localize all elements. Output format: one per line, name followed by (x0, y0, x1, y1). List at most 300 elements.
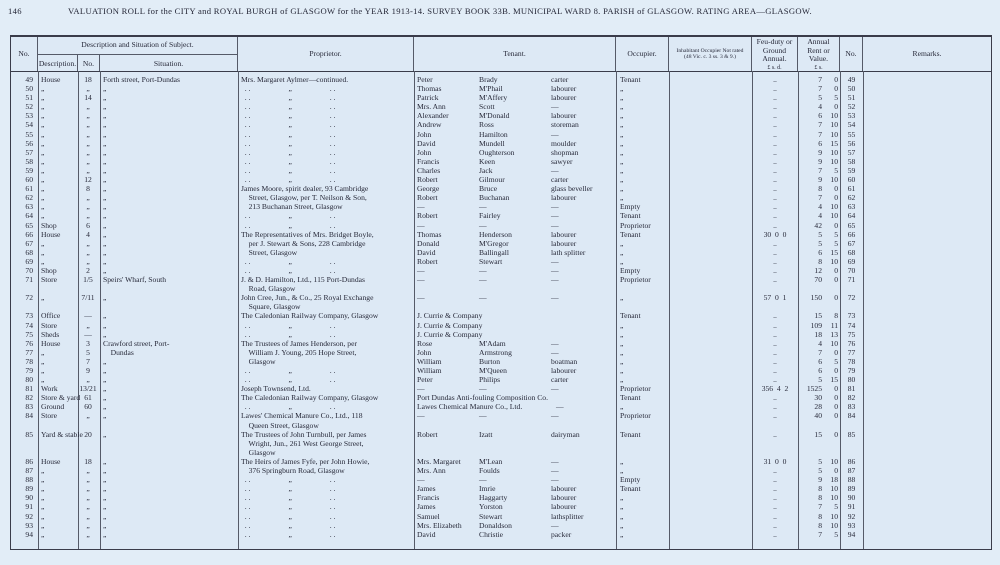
tenant-first-name: John (417, 129, 432, 139)
tenant-first-name: Mrs. Ann (417, 102, 446, 112)
tenant-surname: M'Gregor (479, 238, 509, 248)
tenant-first-name: James (417, 484, 436, 494)
rent-shillings: 5 (834, 502, 838, 512)
tenant-name: J. Currie & Company (417, 329, 483, 339)
row-number-right: 90 (847, 493, 856, 503)
table-row (11, 166, 991, 175)
table-row (11, 257, 991, 266)
table-row (11, 211, 991, 220)
house-number: „ (86, 484, 90, 494)
feu-duty: .. (773, 475, 777, 485)
rent-pounds: 150 (810, 293, 822, 303)
tenant-occupation: labourer (551, 229, 577, 239)
tenant-first-name: David (417, 138, 436, 148)
row-number: 76 (25, 338, 33, 348)
rent-pounds: 7 (818, 529, 822, 539)
tenant-first-name: — (417, 411, 425, 421)
row-number: 70 (25, 265, 33, 275)
situation: „ (103, 293, 107, 303)
row-number: 63 (25, 202, 33, 212)
tenant-first-name: Francis (417, 156, 440, 166)
house-number: 18 (84, 456, 92, 466)
tenant-surname: Philips (479, 375, 501, 385)
feu-duty: .. (773, 156, 777, 166)
description: „ (41, 375, 45, 385)
feu-duty: .. (773, 411, 777, 421)
description: House (41, 456, 61, 466)
situation: „ (103, 265, 107, 275)
row-number-right: 85 (847, 429, 856, 439)
tenant-surname: Brady (479, 75, 498, 84)
row-number-right: 83 (847, 402, 856, 412)
tenant-first-name: — (417, 293, 425, 303)
row-number: 93 (25, 520, 33, 530)
tenant-occupation: labourer (551, 84, 577, 94)
rent-shillings: 0 (834, 265, 838, 275)
tenant-occupation: glass beveller (551, 184, 593, 194)
row-number-right: 52 (847, 102, 856, 112)
tenant-first-name: Mrs. Margaret (417, 456, 461, 466)
tenant-first-name: Robert (417, 256, 438, 266)
row-number-right: 94 (847, 529, 856, 539)
table-row (11, 157, 991, 166)
situation: „ (103, 356, 107, 366)
tenant-first-name: — (417, 275, 425, 285)
tenant-first-name: Peter (417, 75, 433, 84)
tenant-occupation: carter (551, 175, 569, 185)
description: „ (41, 256, 45, 266)
occupier: „ (620, 347, 624, 357)
house-number: 9 (86, 366, 90, 375)
row-number-right: 74 (847, 320, 856, 330)
row-number: 49 (25, 75, 33, 84)
feu-duty: .. (773, 511, 777, 521)
tenant-occupation: — (551, 411, 559, 421)
situation: „ (103, 229, 107, 239)
house-number: „ (86, 493, 90, 503)
col-desc-group: Description and Situation of Subject. (38, 37, 238, 54)
feu-duty: .. (773, 202, 777, 212)
tenant-first-name: James (417, 502, 436, 512)
occupier: „ (620, 156, 624, 166)
tenant-occupation: labourer (551, 93, 577, 103)
description: Office (41, 311, 61, 321)
row-number: 54 (25, 120, 33, 130)
proprietor: . . „ . . (241, 320, 336, 330)
rent-pounds: 5 (818, 456, 822, 466)
table-row (11, 184, 991, 193)
feu-duty: .. (773, 329, 777, 339)
row-number-right: 59 (847, 165, 856, 175)
occupier: „ (620, 165, 624, 175)
tenant-surname: Stewart (479, 511, 503, 521)
occupier: „ (620, 375, 624, 385)
house-number: „ (86, 111, 90, 121)
rent-shillings: 10 (830, 175, 838, 185)
row-number-right: 55 (847, 129, 856, 139)
rent-pounds: 8 (818, 184, 822, 194)
row-number-right: 70 (847, 265, 856, 275)
description: House (41, 75, 61, 84)
row-number: 92 (25, 511, 33, 521)
situation: „ (103, 484, 107, 494)
tenant-surname: Stewart (479, 256, 503, 266)
feu-duty: .. (773, 502, 777, 512)
tenant-first-name: Francis (417, 493, 440, 503)
row-number: 75 (25, 329, 33, 339)
row-number: 65 (25, 220, 33, 230)
situation: Dundas (103, 347, 134, 357)
rent-shillings: 0 (834, 393, 838, 403)
proprietor: Mrs. Margaret Aylmer—continued. (241, 75, 349, 84)
feu-duty: .. (773, 493, 777, 503)
table-row (11, 475, 991, 484)
tenant-occupation: — (551, 466, 559, 476)
proprietor: . . „ . . (241, 375, 336, 385)
table-row (11, 230, 991, 239)
col-rent-label: Annual Rent or Value. (807, 37, 830, 64)
occupier: Proprietor (620, 220, 651, 230)
tenant-surname: Donaldson (479, 520, 512, 530)
rent-shillings: 10 (830, 256, 838, 266)
feu-duty: .. (773, 529, 777, 539)
rent-shillings: 0 (834, 384, 838, 394)
description: „ (41, 356, 45, 366)
table-row (11, 239, 991, 248)
tenant-surname: M'Phail (479, 84, 503, 94)
rent-shillings: 10 (830, 156, 838, 166)
row-number: 86 (25, 456, 33, 466)
proprietor: . . „ . . (241, 265, 336, 275)
situation: „ (103, 102, 107, 112)
occupier: „ (620, 456, 624, 466)
row-number-right: 60 (847, 175, 856, 185)
tenant-first-name: Mrs. Ann (417, 466, 446, 476)
feu-duty: .. (773, 165, 777, 175)
description: Store (41, 320, 58, 330)
tenant-surname: Jack (479, 165, 493, 175)
occupier: „ (620, 129, 624, 139)
row-number-right: 80 (847, 375, 856, 385)
tenant-occupation: — (551, 165, 559, 175)
description: „ (41, 211, 45, 221)
proprietor: . . „ . . (241, 211, 336, 221)
rent-shillings: 13 (830, 329, 838, 339)
tenant-surname: M'Lean (479, 456, 503, 466)
description: Store (41, 411, 58, 421)
tenant-surname: Scott (479, 102, 495, 112)
house-number: 5 (86, 347, 90, 357)
row-number-right: 88 (847, 475, 856, 485)
row-number: 84 (25, 411, 33, 421)
proprietor: J. & D. Hamilton, Ltd., 115 Port-Dundas Road, Glasgow (241, 275, 365, 294)
table-row (11, 266, 991, 275)
rent-pounds: 8 (818, 256, 822, 266)
tenant-surname: M'Queen (479, 366, 507, 375)
col-remarks: Remarks. (912, 48, 942, 58)
situation: „ (103, 375, 107, 385)
feu-duty: .. (773, 211, 777, 221)
situation: „ (103, 175, 107, 185)
description: „ (41, 511, 45, 521)
tenant-occupation: — (551, 456, 559, 466)
row-number-right: 49 (847, 75, 856, 84)
rent-pounds: 7 (818, 84, 822, 94)
row-number: 55 (25, 129, 33, 139)
table-row (11, 502, 991, 511)
occupier: „ (620, 120, 624, 130)
row-number: 89 (25, 484, 33, 494)
rent-shillings: 5 (834, 165, 838, 175)
tenant-occupation: — (551, 202, 559, 212)
occupier: „ (620, 293, 624, 303)
situation: „ (103, 93, 107, 103)
situation: „ (103, 320, 107, 330)
rent-shillings: 11 (830, 320, 838, 330)
row-number: 79 (25, 366, 33, 375)
house-number: „ (86, 120, 90, 130)
situation: Forth street, Port-Dundas (103, 75, 180, 84)
rent-shillings: 0 (834, 102, 838, 112)
rent-shillings: 10 (830, 147, 838, 157)
proprietor: . . „ . . (241, 502, 336, 512)
proprietor: . . „ . . (241, 484, 336, 494)
rent-pounds: 8 (818, 520, 822, 530)
table-row (11, 402, 991, 411)
occupier: Tenant (620, 429, 641, 439)
tenant-first-name: Robert (417, 193, 438, 203)
situation: „ (103, 238, 107, 248)
description: „ (41, 156, 45, 166)
row-number-right: 77 (847, 347, 856, 357)
tenant-surname: M'Donald (479, 111, 510, 121)
situation: „ (103, 475, 107, 485)
house-number: 20 (84, 429, 92, 439)
table-row (11, 75, 991, 84)
situation: „ (103, 429, 107, 439)
tenant-surname: — (479, 202, 487, 212)
house-number: 60 (84, 402, 92, 412)
rent-pounds: 7 (818, 129, 822, 139)
description: Shop (41, 265, 57, 275)
proprietor: . . „ . . (241, 93, 336, 103)
rent-pounds: 7 (818, 120, 822, 130)
col-description: Description. (38, 54, 78, 71)
tenant-first-name: Charles (417, 165, 441, 175)
row-number: 71 (25, 275, 33, 285)
rent-pounds: 7 (818, 502, 822, 512)
page-header (8, 6, 998, 16)
tenant-surname: Imrie (479, 484, 496, 494)
tenant-occupation: — (551, 520, 559, 530)
table-row (11, 357, 991, 366)
feu-duty: .. (773, 84, 777, 94)
tenant-occupation: carter (551, 375, 569, 385)
proprietor: . . „ . . (241, 402, 336, 412)
row-number: 50 (25, 84, 33, 94)
feu-duty: .. (773, 184, 777, 194)
occupier: „ (620, 111, 624, 121)
proprietor: . . „ . . (241, 147, 336, 157)
tenant-occupation: shopman (551, 147, 579, 157)
house-number: „ (86, 165, 90, 175)
row-number: 78 (25, 356, 33, 366)
tenant-surname: Keen (479, 156, 496, 166)
tenant-surname: M'Affery (479, 93, 508, 103)
occupier: Proprietor (620, 275, 651, 285)
rent-pounds: 6 (818, 111, 822, 121)
occupier: Tenant (620, 75, 641, 84)
description: „ (41, 466, 45, 476)
tenant-first-name: Samuel (417, 511, 440, 521)
rent-shillings: 0 (834, 184, 838, 194)
col-number: No. (78, 54, 100, 71)
tenant-name: Port Dundas Anti-fouling Composition Co. (417, 393, 548, 403)
feu-duty: 57 0 1 (763, 293, 787, 303)
tenant-surname: — (479, 384, 487, 394)
tenant-occupation: lath splitter (551, 247, 586, 257)
feu-duty: .. (773, 466, 777, 476)
tenant-first-name: Thomas (417, 229, 442, 239)
row-number-right: 82 (847, 393, 856, 403)
tenant-surname: — (479, 265, 487, 275)
table-row (11, 321, 991, 330)
house-number: 4 (86, 229, 90, 239)
feu-duty: .. (773, 356, 777, 366)
row-number: 61 (25, 184, 33, 194)
row-number-right: 75 (847, 329, 856, 339)
feu-duty: .. (773, 111, 777, 121)
occupier: „ (620, 102, 624, 112)
row-number-right: 56 (847, 138, 856, 148)
occupier: „ (620, 338, 624, 348)
table-row (11, 493, 991, 502)
proprietor: . . „ . . (241, 84, 336, 94)
house-number: 13/21 (79, 384, 97, 394)
table-row (11, 484, 991, 493)
rent-shillings: 0 (834, 193, 838, 203)
table-row (11, 311, 991, 320)
row-number-right: 54 (847, 120, 856, 130)
rent-shillings: 0 (834, 275, 838, 285)
feu-duty: .. (773, 375, 777, 385)
tenant-occupation: labourer (551, 502, 577, 512)
tenant-occupation: — (551, 129, 559, 139)
table-row (11, 293, 991, 311)
situation: „ (103, 511, 107, 521)
valuation-table (10, 35, 992, 550)
tenant-occupation: labourer (551, 493, 577, 503)
occupier: Tenant (620, 211, 641, 221)
row-number-right: 79 (847, 366, 856, 375)
house-number: „ (86, 520, 90, 530)
rent-pounds: 9 (818, 156, 822, 166)
tenant-occupation: — (556, 402, 564, 412)
row-number-right: 71 (847, 275, 856, 285)
rent-shillings: 0 (834, 347, 838, 357)
proprietor: Street, Glasgow, per T. Neilson & Son, (241, 193, 367, 203)
col-proprietor: Proprietor. (238, 37, 414, 71)
description: „ (41, 193, 45, 203)
row-number-right: 51 (847, 93, 856, 103)
feu-duty: .. (773, 220, 777, 230)
tenant-occupation: — (551, 220, 559, 230)
proprietor: William J. Young, 205 Hope Street, (241, 347, 357, 357)
description: Work (41, 384, 58, 394)
row-number-right: 62 (847, 193, 856, 203)
occupier: Proprietor (620, 411, 651, 421)
proprietor: . . „ . . (241, 493, 336, 503)
proprietor: . . „ . . (241, 520, 336, 530)
rent-shillings: 15 (830, 247, 838, 257)
table-row (11, 148, 991, 157)
row-number: 56 (25, 138, 33, 148)
house-number: 6 (86, 220, 90, 230)
row-number: 69 (25, 256, 33, 266)
tenant-surname: Christie (479, 529, 504, 539)
rent-pounds: 8 (818, 484, 822, 494)
rent-pounds: 9 (818, 147, 822, 157)
tenant-occupation: — (551, 384, 559, 394)
feu-duty: .. (773, 429, 777, 439)
occupier: Empty (620, 265, 641, 275)
tenant-surname: Hamilton (479, 129, 508, 139)
feu-duty: .. (773, 320, 777, 330)
row-number-right: 93 (847, 520, 856, 530)
situation: „ (103, 393, 107, 403)
description: „ (41, 129, 45, 139)
rent-pounds: 5 (818, 375, 822, 385)
occupier: „ (620, 529, 624, 539)
rent-shillings: 5 (834, 229, 838, 239)
occupier: „ (620, 511, 624, 521)
occupier: „ (620, 256, 624, 266)
tenant-surname: Foulds (479, 466, 500, 476)
row-number-right: 69 (847, 256, 856, 266)
table-row (11, 457, 991, 466)
tenant-first-name: Peter (417, 375, 433, 385)
tenant-occupation: labourer (551, 111, 577, 121)
occupier: „ (620, 502, 624, 512)
house-number: 1/5 (83, 275, 93, 285)
feu-duty: 31 0 0 (763, 456, 787, 466)
description: „ (41, 175, 45, 185)
proprietor: . . „ . . (241, 156, 336, 166)
proprietor: The Trustees of James Henderson, per (241, 338, 357, 348)
house-number: „ (86, 102, 90, 112)
tenant-occupation: labourer (551, 484, 577, 494)
row-number-right: 91 (847, 502, 856, 512)
row-number: 64 (25, 211, 33, 221)
rent-pounds: 12 (814, 265, 822, 275)
row-number-right: 68 (847, 247, 856, 257)
description: „ (41, 529, 45, 539)
row-number: 82 (25, 393, 33, 403)
proprietor: Street, Glasgow (241, 247, 298, 257)
rent-shillings: 8 (834, 311, 838, 321)
situation: „ (103, 520, 107, 530)
tenant-occupation: — (551, 275, 559, 285)
description: Shop (41, 220, 57, 230)
row-number-right: 86 (847, 456, 856, 466)
situation: „ (103, 466, 107, 476)
row-number-right: 89 (847, 484, 856, 494)
row-number-right: 65 (847, 220, 856, 230)
row-number: 73 (25, 311, 33, 321)
proprietor: . . „ . . (241, 138, 336, 148)
row-number: 62 (25, 193, 33, 203)
situation: „ (103, 111, 107, 121)
